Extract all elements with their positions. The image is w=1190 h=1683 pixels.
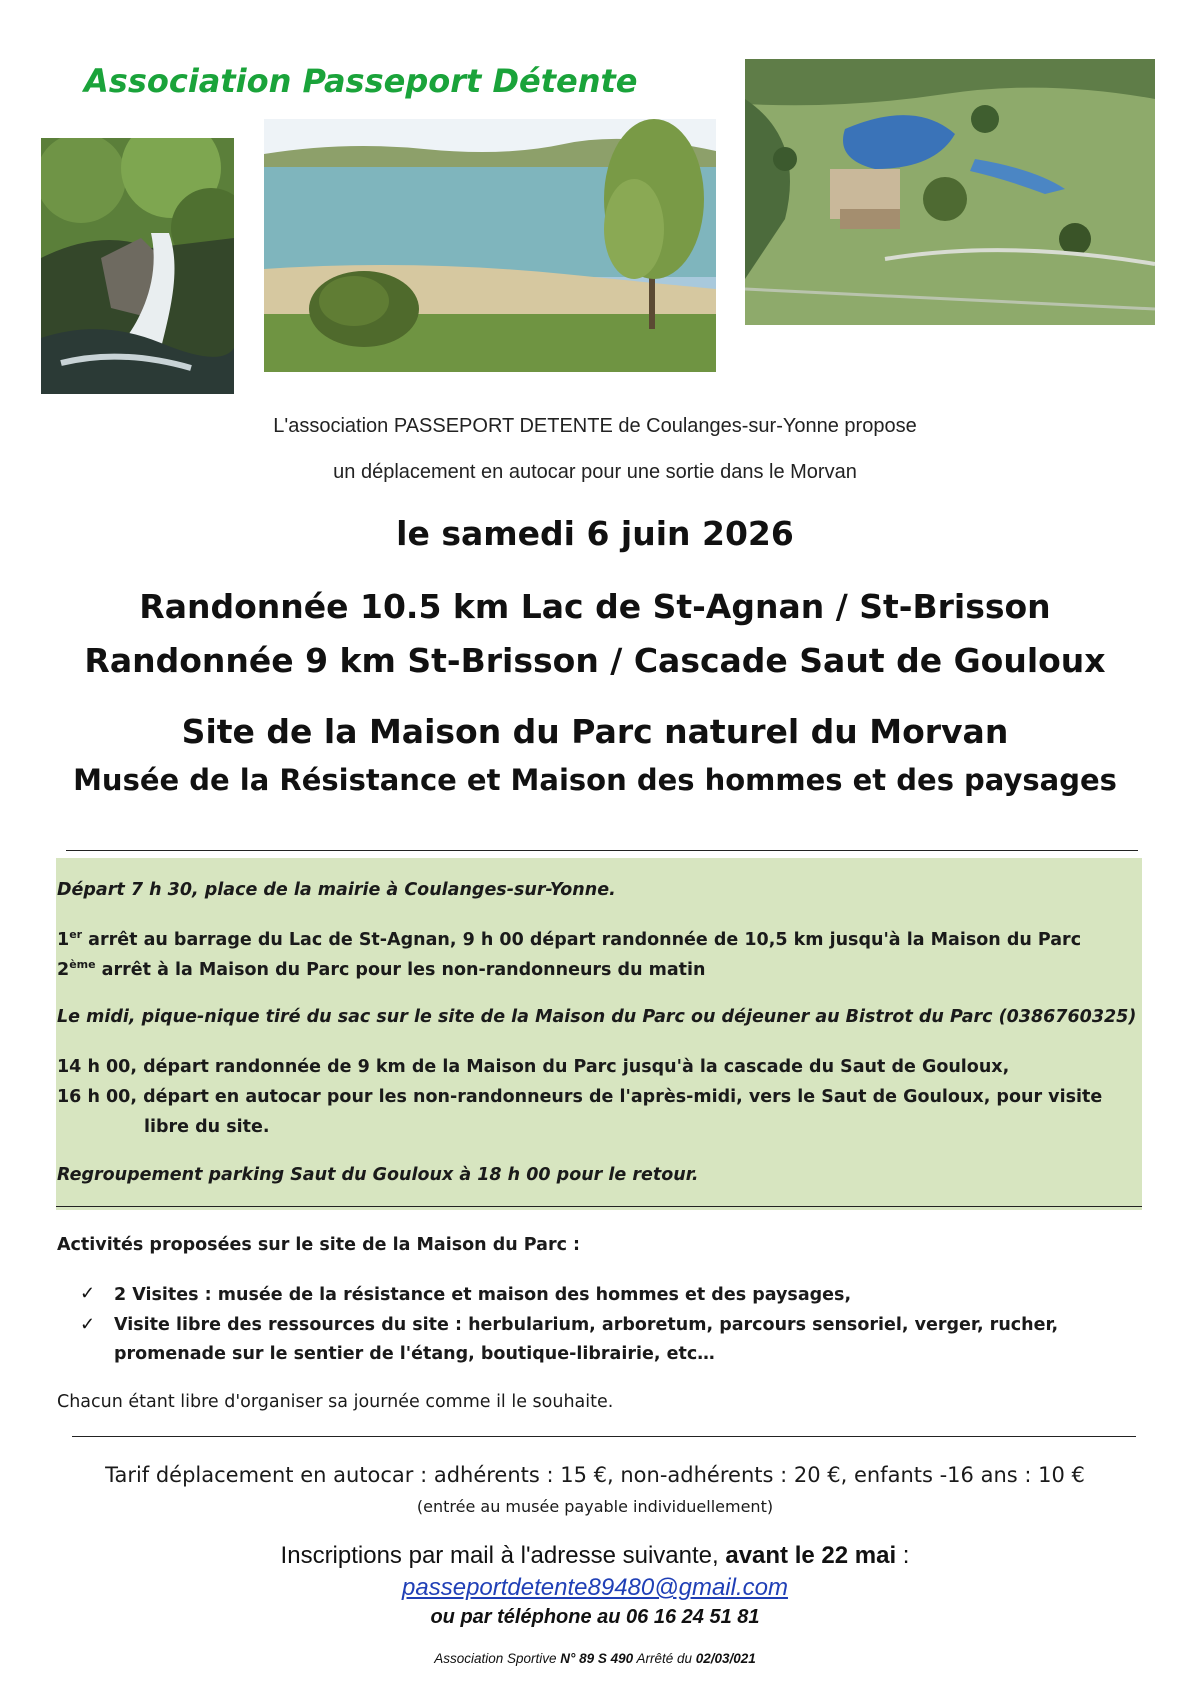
programme-depart: Départ 7 h 30, place de la mairie à Coulanges-sur-Yonne.: [57, 880, 616, 900]
programme-arret-1: 1er arrêt au barrage du Lac de St-Agnan, 9 h 00 départ randonnée de 10,5 km jusqu'à la Maison du Parc: [57, 928, 1082, 950]
rando-heading-1: Randonnée 10.5 km Lac de St-Agnan / St-Brisson: [139, 587, 1051, 626]
aerial-park-photo: [745, 59, 1155, 325]
activites-title: Activités proposées sur le site de la Maison du Parc :: [57, 1235, 581, 1255]
musee-heading: Musée de la Résistance et Maison des hommes et des paysages: [73, 763, 1117, 797]
inscriptions-line: Inscriptions par mail à l'adresse suivante, avant le 22 mai :: [280, 1542, 910, 1569]
activite-item-2: Visite libre des ressources du site : herbularium, arboretum, parcours sensoriel, verger, rucher,: [114, 1315, 1059, 1335]
programme-autocar-pm: 16 h 00, départ en autocar pour les non-randonneurs de l'après-midi, vers le Saut de Gouloux, pour visite: [57, 1087, 1103, 1107]
check-icon: ✓: [80, 1314, 96, 1334]
event-date: le samedi 6 juin 2026: [396, 514, 794, 553]
rando-heading-2: Randonnée 9 km St-Brisson / Cascade Saut de Gouloux: [84, 641, 1106, 680]
activite-item-2b: promenade sur le sentier de l'étang, boutique-librairie, etc…: [114, 1344, 715, 1364]
divider: [66, 850, 1138, 851]
divider: [56, 1206, 1142, 1207]
association-title: Association Passeport Détente: [84, 62, 638, 100]
site-heading: Site de la Maison du Parc naturel du Morvan: [181, 712, 1009, 751]
programme-regroupement: Regroupement parking Saut du Gouloux à 18 h 00 pour le retour.: [57, 1165, 699, 1185]
programme-arret-2: 2ème arrêt à la Maison du Parc pour les non-randonneurs du matin: [57, 958, 706, 980]
divider: [72, 1436, 1136, 1437]
intro-line-2: un déplacement en autocar pour une sortie dans le Morvan: [333, 461, 857, 483]
email-link[interactable]: passeportdetente89480@gmail.com: [402, 1574, 788, 1601]
inscriptions-deadline: avant le 22 mai: [725, 1542, 897, 1569]
activite-item-1: 2 Visites : musée de la résistance et maison des hommes et des paysages,: [114, 1285, 852, 1305]
programme-rando-pm: 14 h 00, départ randonnée de 9 km de la Maison du Parc jusqu'à la cascade du Saut de Gouloux,: [57, 1057, 1010, 1077]
programme-autocar-pm-2: libre du site.: [144, 1117, 270, 1137]
waterfall-photo: [41, 138, 234, 394]
programme-box: [56, 858, 1142, 1210]
footer-line: Association Sportive N° 89 S 490 Arrêté du 02/03/021: [434, 1651, 756, 1666]
check-icon: ✓: [80, 1283, 96, 1303]
programme-midi: Le midi, pique-nique tiré du sac sur le site de la Maison du Parc ou déjeuner au Bistrot du Parc (0386760325): [57, 1007, 1137, 1027]
tarif-note: (entrée au musée payable individuellement): [416, 1497, 774, 1516]
lake-photo: [264, 119, 716, 372]
intro-line-1: L'association PASSEPORT DETENTE de Coulanges-sur-Yonne propose: [273, 415, 917, 437]
tarif-line: Tarif déplacement en autocar : adhérents : 15 €, non-adhérents : 20 €, enfants -16 ans : 10 €: [105, 1463, 1085, 1487]
libre-note: Chacun étant libre d'organiser sa journée comme il le souhaite.: [57, 1392, 614, 1412]
phone-line: ou par téléphone au 06 16 24 51 81: [430, 1606, 760, 1628]
